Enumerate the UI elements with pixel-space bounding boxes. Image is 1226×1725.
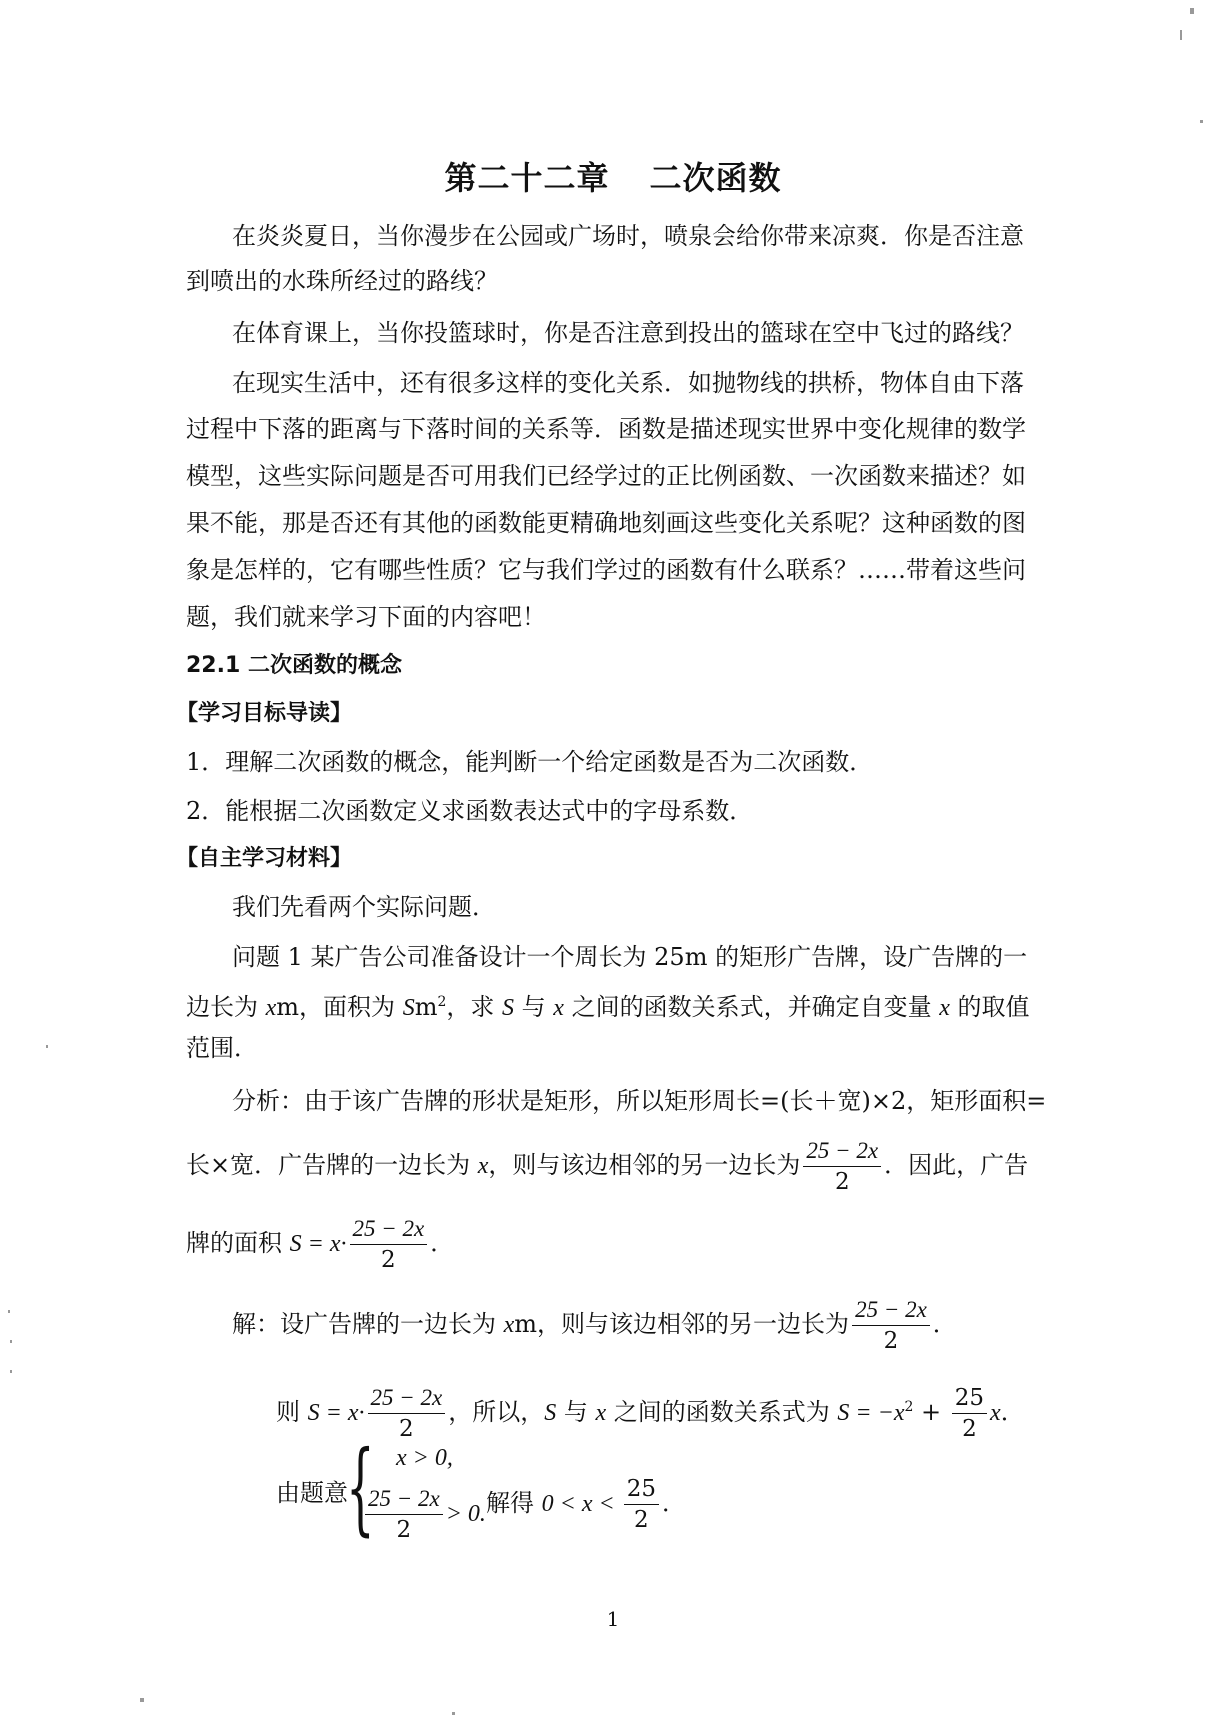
fraction-25-minus-2x-over-2: $\frac{25 - 2x}{2}$ [368, 1385, 446, 1442]
goals-heading: 【学习目标导读】 [176, 701, 353, 726]
scan-speck [10, 1370, 12, 1373]
analysis-line-2: 长×宽．广告牌的一边长为 x，则与该边相邻的另一边长为 $\frac{25 - 2x}{2}$ ．因此，广告 [186, 1138, 1029, 1195]
problem-1-line-1: 问题 1 某广告公司准备设计一个周长为 25m 的矩形广告牌，设广告牌的一 [232, 943, 1028, 971]
material-heading: 【自主学习材料】 [176, 846, 353, 871]
fraction-25-minus-2x-over-2: $\frac{25 - 2x}{2}$ [852, 1297, 930, 1354]
scan-speck [8, 1310, 10, 1313]
chapter-number: 第二十二章 [444, 159, 610, 197]
system-brace: { [346, 1429, 375, 1546]
solution-line-2: 则 S = x· $\frac{25 - 2x}{2}$ ，所以，S 与 x 之间的函数关系式为 $S = -x^2$ + $\frac{25}{2}$ x． [276, 1385, 1025, 1442]
scan-speck [46, 1045, 48, 1048]
material-lead: 我们先看两个实际问题． [232, 893, 496, 921]
condition-2: $\frac{25 - 2x}{2}$ > 0. [362, 1486, 522, 1543]
intro-paragraph-3-line-1: 在现实生活中，还有很多这样的变化关系．如抛物线的拱桥，物体自由下落 [232, 369, 1024, 397]
scan-speck [452, 1712, 455, 1715]
chapter-title [0, 153, 1226, 199]
intro-paragraph-3-line-3: 模型，这些实际问题是否可用我们已经学过的正比例函数、一次函数来描述？如 [186, 462, 1026, 490]
fraction-25-over-2: $\frac{25}{2}$ [624, 1476, 659, 1533]
intro-paragraph-2: 在体育课上，当你投篮球时，你是否注意到投出的篮球在空中飞过的路线？ [232, 319, 1024, 347]
page-number: 1 [606, 1607, 620, 1631]
intro-paragraph-1-line-2: 到喷出的水珠所经过的路线？ [186, 267, 498, 295]
fraction-25-minus-2x-over-2: $\frac{25 - 2x}{2}$ [365, 1486, 443, 1543]
goal-1: 1．理解二次函数的概念，能判断一个给定函数是否为二次函数． [186, 748, 874, 776]
problem-1-line-2: 边长为 xm，面积为 Sm$^2$，求 S 与 x 之间的函数关系式，并确定自变量 x 的取值 [186, 993, 1030, 1021]
scan-speck [140, 1698, 144, 1702]
chapter-name: 二次函数 [649, 159, 782, 197]
solution-result: 解得 0 < x < $\frac{25}{2}$ ． [486, 1476, 686, 1533]
section-heading: 22.1 二次函数的概念 [186, 653, 402, 678]
solution-line-3-label: 由题意 [276, 1479, 348, 1507]
scan-speck [10, 1340, 12, 1343]
analysis-line-3: 牌的面积 S = x· $\frac{25 - 2x}{2}$ ． [186, 1216, 455, 1273]
fraction-25-over-2: $\frac{25}{2}$ [952, 1385, 987, 1442]
scan-speck [1190, 8, 1194, 14]
solution-line-1: 解：设广告牌的一边长为 xm，则与该边相邻的另一边长为 $\frac{25 - 2x}{2}$ ． [232, 1297, 957, 1354]
analysis-line-1: 分析：由于该广告牌的形状是矩形，所以矩形周长=(长＋宽)×2，矩形面积= [232, 1087, 1047, 1115]
condition-1: x > 0, [396, 1445, 453, 1471]
fraction-25-minus-2x-over-2: $\frac{25 - 2x}{2}$ [350, 1216, 428, 1273]
intro-paragraph-3-line-6: 题，我们就来学习下面的内容吧！ [186, 603, 546, 631]
intro-paragraph-1-line-1: 在炎炎夏日，当你漫步在公园或广场时，喷泉会给你带来凉爽．你是否注意 [232, 222, 1024, 250]
problem-1-line-3: 范围． [186, 1034, 258, 1062]
intro-paragraph-3-line-5: 象是怎样的，它有哪些性质？它与我们学过的函数有什么联系？……带着这些问 [186, 556, 1026, 584]
scan-speck [1180, 30, 1182, 40]
fraction-25-minus-2x-over-2: $\frac{25 - 2x}{2}$ [803, 1138, 881, 1195]
intro-paragraph-3-line-4: 果不能，那是否还有其他的函数能更精确地刻画这些变化关系呢？这种函数的图 [186, 509, 1026, 537]
goal-2: 2．能根据二次函数定义求函数表达式中的字母系数． [186, 797, 754, 825]
scan-speck [1200, 120, 1203, 123]
intro-paragraph-3-line-2: 过程中下落的距离与下落时间的关系等．函数是描述现实世界中变化规律的数学 [186, 415, 1026, 443]
